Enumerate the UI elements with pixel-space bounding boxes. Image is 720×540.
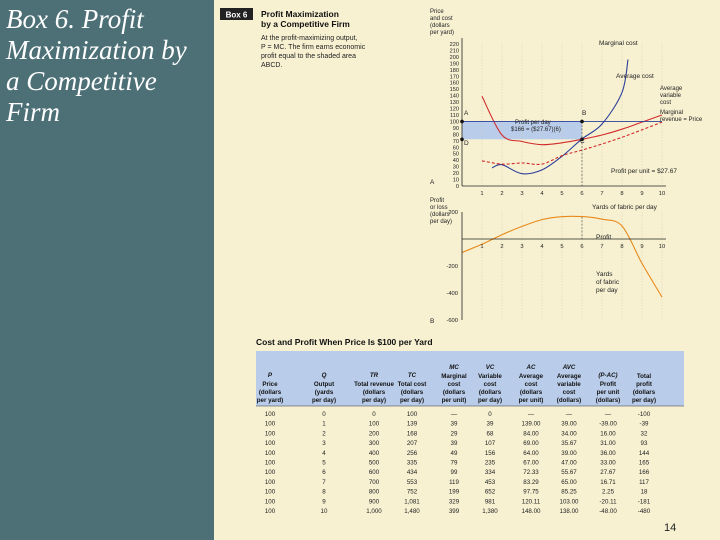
column-header-line: (dollars	[478, 389, 502, 396]
table-cell: —	[450, 411, 458, 418]
column-header-line: Price	[262, 381, 278, 388]
table-cell: 7	[322, 478, 326, 486]
y-tick-label-b: -400	[446, 291, 458, 297]
column-header-line: Variable	[478, 373, 502, 380]
table-cell: 117	[639, 478, 649, 486]
table-cell: 199	[448, 488, 460, 496]
table-cell: 156	[484, 449, 496, 457]
table-cell: 3	[322, 440, 326, 448]
y-axis-label-a-4: per yard)	[430, 30, 455, 36]
table-cell: 100	[264, 498, 276, 506]
y-tick-label-a: 160	[449, 80, 459, 87]
x-axis-label-a: Yards of fabric per day	[592, 204, 657, 211]
table-cell: 700	[368, 478, 380, 486]
table-cell: 100	[264, 469, 276, 477]
page-figure	[214, 0, 720, 540]
table-cell: 335	[406, 459, 418, 467]
y-tick-label-a: 170	[449, 74, 459, 81]
table-cell: 200	[368, 430, 380, 438]
column-header-line: (dollars	[442, 389, 466, 396]
table-cell: 16.00	[600, 430, 616, 438]
profit-curve-label: Profit	[596, 234, 612, 241]
column-header-line: cost	[447, 381, 461, 388]
column-header-line: cost	[524, 381, 538, 388]
table-cell: —	[604, 411, 612, 418]
table-cell: 83.29	[523, 478, 539, 486]
column-header-line: per day)	[399, 397, 425, 404]
column-abbr: AVC	[562, 364, 576, 371]
column-header-line: (dollars	[519, 389, 543, 396]
table-cell: 103.00	[559, 498, 579, 506]
table-cell: 49	[450, 449, 458, 457]
table-cell: 39	[486, 420, 494, 428]
table-cell: 166	[638, 469, 650, 477]
table-cell: 84.00	[523, 430, 539, 438]
table-cell: 100	[264, 449, 276, 457]
y-tick-label-a: 190	[449, 61, 459, 68]
x-tick-label-b: 2	[500, 244, 504, 250]
table-cell: -39	[639, 420, 649, 428]
point-b	[580, 120, 584, 124]
table-cell: —	[527, 411, 535, 418]
box-caption-line-2: P = MC. The firm earns economic	[261, 44, 366, 51]
x-tick-label-b: 10	[658, 244, 666, 250]
table-cell: 8	[322, 488, 326, 496]
table-cell: -39.00	[599, 420, 617, 428]
box-tag: Box 6	[225, 10, 248, 20]
y-tick-label-b: -600	[446, 318, 458, 324]
cost-profit-table	[256, 351, 684, 515]
box-heading-line-1: Profit Maximization	[261, 9, 339, 19]
table-cell: 34.00	[561, 430, 577, 438]
column-header-line: per day)	[631, 397, 657, 404]
table-cell: 329	[448, 498, 460, 506]
column-header-line: Average	[518, 373, 544, 380]
column-header-line: cost	[562, 389, 576, 396]
table-cell: 139	[406, 420, 418, 428]
table-cell: 100	[406, 411, 418, 418]
column-header-line: (yards	[314, 389, 334, 396]
table-cell: 97.75	[523, 488, 539, 496]
table-cell: -20.11	[599, 498, 617, 506]
x-tick-label-a: 4	[540, 191, 544, 197]
table-cell: 69.00	[523, 440, 539, 448]
table-cell: 800	[368, 488, 380, 496]
y-tick-label-a: 0	[455, 184, 459, 190]
table-cell: —	[565, 411, 573, 418]
column-abbr: VC	[485, 364, 495, 371]
table-cell: 100	[264, 420, 276, 428]
box-caption-line-3: profit equal to the shaded area	[261, 53, 356, 60]
table-cell: 29	[450, 430, 458, 438]
column-header-line: variable	[557, 381, 581, 388]
y-axis-label-a-1: Price	[430, 9, 444, 15]
slide-title: Box 6. Profit Maximization by a Competitive Firm	[6, 4, 187, 127]
table-cell: 100	[264, 508, 276, 515]
table-cell: 1,480	[404, 508, 420, 515]
y-axis-label-b-2: or loss	[430, 205, 448, 211]
table-cell: 31.00	[600, 440, 616, 448]
table-cell: 72.33	[523, 469, 539, 477]
table-cell: 1,081	[404, 498, 420, 506]
table-cell: 10	[320, 508, 328, 515]
y-tick-label-a: 120	[449, 106, 459, 113]
y-axis-label-a-3: (dollars	[430, 23, 450, 29]
table-cell: 32	[640, 430, 648, 438]
table-cell: 553	[406, 478, 418, 486]
column-header-line: Total	[636, 373, 652, 380]
table-cell: -480	[637, 508, 651, 515]
y-tick-label-a: 150	[449, 87, 459, 94]
table-cell: 165	[638, 459, 650, 467]
table-cell: 300	[368, 440, 380, 448]
table-cell: 55.67	[561, 469, 577, 477]
column-header-line: per day)	[311, 397, 337, 404]
y-tick-label-a: 10	[452, 177, 459, 184]
table-cell: 4	[322, 449, 326, 457]
y-tick-label-a: 70	[452, 138, 459, 145]
table-cell: 68	[486, 430, 494, 438]
table-cell: 0	[488, 411, 492, 418]
table-cell: 85.25	[561, 488, 577, 496]
x-tick-label-a: 7	[600, 191, 604, 197]
column-header-line: per yard)	[256, 397, 284, 404]
y-tick-label-a: 130	[449, 100, 459, 107]
y-tick-label-a: 20	[452, 171, 459, 178]
column-header-line: (dollars	[400, 389, 424, 396]
legend-mr-2: revenue = Price	[660, 117, 703, 123]
x-tick-label-a: 6	[580, 191, 584, 197]
y-axis-label-a-2: and cost	[430, 16, 453, 22]
table-cell: 144	[638, 449, 650, 457]
marginal-cost-curve	[492, 60, 628, 174]
x-tick-label-b: 8	[620, 244, 624, 250]
column-header-line: Average	[556, 373, 582, 380]
column-abbr: MC	[449, 364, 459, 371]
table-cell: 900	[368, 498, 380, 506]
table-cell: 39	[450, 420, 458, 428]
table-title: Cost and Profit When Price Is $100 per Yard	[256, 337, 433, 347]
x-tick-label-a: 10	[658, 191, 666, 197]
page-number: 14	[664, 522, 677, 534]
y-tick-label-a: 90	[452, 125, 459, 132]
table-cell: 120.11	[521, 498, 541, 506]
table-cell: 36.00	[600, 449, 616, 457]
column-header-line: Output	[313, 381, 335, 388]
legend-average-cost: Average cost	[616, 73, 654, 80]
column-header-line: Profit	[599, 381, 617, 388]
table-cell: 0	[372, 411, 376, 418]
x-tick-label-b: 1	[480, 244, 484, 250]
table-cell: 334	[484, 469, 496, 477]
column-abbr: P	[267, 372, 273, 379]
table-cell: 79	[450, 459, 458, 467]
table-cell: 139.00	[521, 420, 541, 428]
table-cell: 148.00	[521, 508, 541, 515]
table-cell: 453	[484, 478, 496, 486]
table-cell: -48.00	[599, 508, 617, 515]
table-cell: 100	[264, 440, 276, 448]
table-cell: 399	[448, 508, 460, 515]
column-header-line: per unit	[596, 389, 620, 396]
y-tick-label-a: 40	[452, 158, 459, 165]
table-cell: 119	[449, 478, 459, 486]
table-cell: 39.00	[561, 449, 577, 457]
table-cell: 752	[406, 488, 418, 496]
chart-panel-a	[430, 9, 703, 211]
panel-b-label: B	[430, 318, 435, 325]
legend-avc-1: Average	[660, 86, 683, 92]
table-cell: 47.00	[561, 459, 577, 467]
table-cell: -181	[637, 498, 651, 506]
chart-panel-b	[430, 198, 666, 325]
textbook-page	[214, 0, 720, 540]
profit-annotation-2: $166 = ($27.67)(6)	[511, 127, 561, 133]
table-cell: 9	[322, 498, 326, 506]
y-tick-label-b: 200	[448, 210, 458, 216]
point-c-label: C	[580, 138, 585, 145]
column-header-line: (dollars	[632, 389, 656, 396]
table-cell: 256	[406, 449, 418, 457]
x-tick-label-b: 6	[580, 244, 584, 250]
x-tick-label-a: 1	[480, 191, 484, 197]
column-header-line: per unit)	[518, 397, 544, 404]
y-tick-label-a: 60	[452, 145, 459, 152]
y-tick-label-a: 50	[452, 151, 459, 158]
table-cell: 434	[406, 469, 418, 477]
table-cell: 35.67	[561, 440, 577, 448]
point-d-label: D	[464, 140, 469, 147]
column-header-line: Total revenue	[354, 381, 394, 388]
x-tick-label-a: 3	[520, 191, 524, 197]
table-cell: 100	[264, 411, 276, 418]
column-header-line: Marginal	[441, 373, 467, 380]
table-cell: 16.71	[600, 478, 616, 486]
table-cell: 99	[450, 469, 458, 477]
table-cell: 100	[264, 488, 276, 496]
column-abbr: (P-AC)	[598, 372, 618, 379]
y-axis-label-b-3: (dollars	[430, 212, 450, 218]
table-cell: 6	[322, 469, 326, 477]
column-header-line: (dollars	[362, 389, 386, 396]
table-cell: 100	[368, 420, 380, 428]
x-tick-label-a: 8	[620, 191, 624, 197]
y-tick-label-a: 220	[449, 42, 459, 48]
x-tick-label-b: 9	[640, 244, 644, 250]
box-caption-line-4: ABCD.	[261, 62, 283, 69]
column-abbr: TC	[407, 372, 417, 379]
y-tick-label-a: 80	[452, 132, 459, 139]
y-tick-label-a: 200	[449, 54, 459, 61]
box-caption-line-1: At the profit-maximizing output,	[261, 35, 358, 42]
table-cell: 39.00	[561, 420, 577, 428]
panel-a-label: A	[430, 179, 435, 186]
column-header-line: profit	[636, 381, 652, 388]
table-cell: 100	[264, 430, 276, 438]
column-abbr: Q	[321, 372, 327, 379]
y-tick-label-a: 180	[449, 67, 459, 74]
table-cell: 652	[484, 488, 496, 496]
table-cell: 1	[322, 420, 326, 428]
column-header-line: per day)	[477, 397, 503, 404]
table-cell: -100	[637, 411, 651, 418]
table-cell: 39	[450, 440, 458, 448]
table-cell: 2.25	[601, 488, 615, 496]
column-header-line: per day)	[361, 397, 387, 404]
column-header-line: Total cost	[397, 381, 427, 388]
x-tick-label-b: 5	[560, 244, 564, 250]
x-tick-label-b: 7	[600, 244, 604, 250]
x-axis-label-b-2: of fabric	[596, 279, 620, 286]
column-header-line: (dollars)	[556, 397, 582, 404]
y-tick-label-a: 100	[449, 119, 459, 126]
legend-avc-3: cost	[660, 100, 672, 106]
table-cell: 400	[368, 449, 380, 457]
table-cell: 207	[406, 440, 418, 448]
legend-marginal-cost: Marginal cost	[599, 40, 638, 47]
table-cell: 168	[406, 430, 418, 438]
table-cell: 2	[322, 430, 326, 438]
y-tick-label-a: 140	[449, 93, 459, 100]
legend-mr-1: Marginal	[660, 110, 684, 116]
column-header-line: (dollars)	[595, 397, 621, 404]
column-abbr: AC	[526, 364, 536, 371]
table-cell: 500	[368, 459, 380, 467]
table-cell: 64.00	[523, 449, 539, 457]
profit-annotation-1: Profit per day	[515, 120, 551, 126]
table-cell: 1,000	[366, 508, 382, 515]
x-axis-label-b-3: per day	[596, 287, 618, 294]
y-axis-label-b-4: per day)	[430, 219, 453, 225]
table-cell: 100	[264, 459, 276, 467]
column-header-line: (dollars	[258, 389, 282, 396]
table-cell: 1,380	[482, 508, 498, 515]
box-heading-line-2: by a Competitive Firm	[261, 19, 350, 29]
x-axis-label-b-1: Yards	[596, 271, 613, 278]
table-cell: 65.00	[561, 478, 577, 486]
column-header-line: per unit)	[441, 397, 467, 404]
table-cell: 18	[640, 488, 648, 496]
y-tick-label-a: 30	[452, 164, 459, 171]
table-cell: 5	[322, 459, 326, 467]
table-cell: 981	[484, 498, 496, 506]
table-cell: 27.67	[600, 469, 616, 477]
table-cell: 235	[484, 459, 496, 467]
x-tick-label-b: 3	[520, 244, 524, 250]
y-tick-label-a: 210	[449, 48, 459, 55]
table-cell: 107	[484, 440, 496, 448]
table-cell: 0	[322, 411, 326, 418]
x-tick-label-b: 4	[540, 244, 544, 250]
point-a	[460, 120, 464, 124]
legend-avc-2: variable	[660, 93, 682, 99]
y-axis-label-b-1: Profit	[430, 198, 445, 204]
table-cell: 93	[640, 440, 648, 448]
table-cell: 138.00	[559, 508, 579, 515]
table-cell: 600	[368, 469, 380, 477]
table-cell: 100	[264, 478, 276, 486]
x-tick-label-a: 2	[500, 191, 504, 197]
table-cell: 33.00	[600, 459, 616, 467]
column-header-line: cost	[483, 381, 497, 388]
profit-per-unit-label: Profit per unit = $27.67	[611, 168, 677, 175]
table-cell: 67.00	[523, 459, 539, 467]
y-tick-label-a: 110	[450, 113, 459, 119]
point-a-label: A	[464, 110, 469, 117]
y-tick-label-b: -200	[446, 264, 458, 270]
point-b-label: B	[582, 110, 587, 117]
x-tick-label-a: 9	[640, 191, 644, 197]
x-tick-label-a: 5	[560, 191, 564, 197]
column-abbr: TR	[369, 372, 379, 379]
